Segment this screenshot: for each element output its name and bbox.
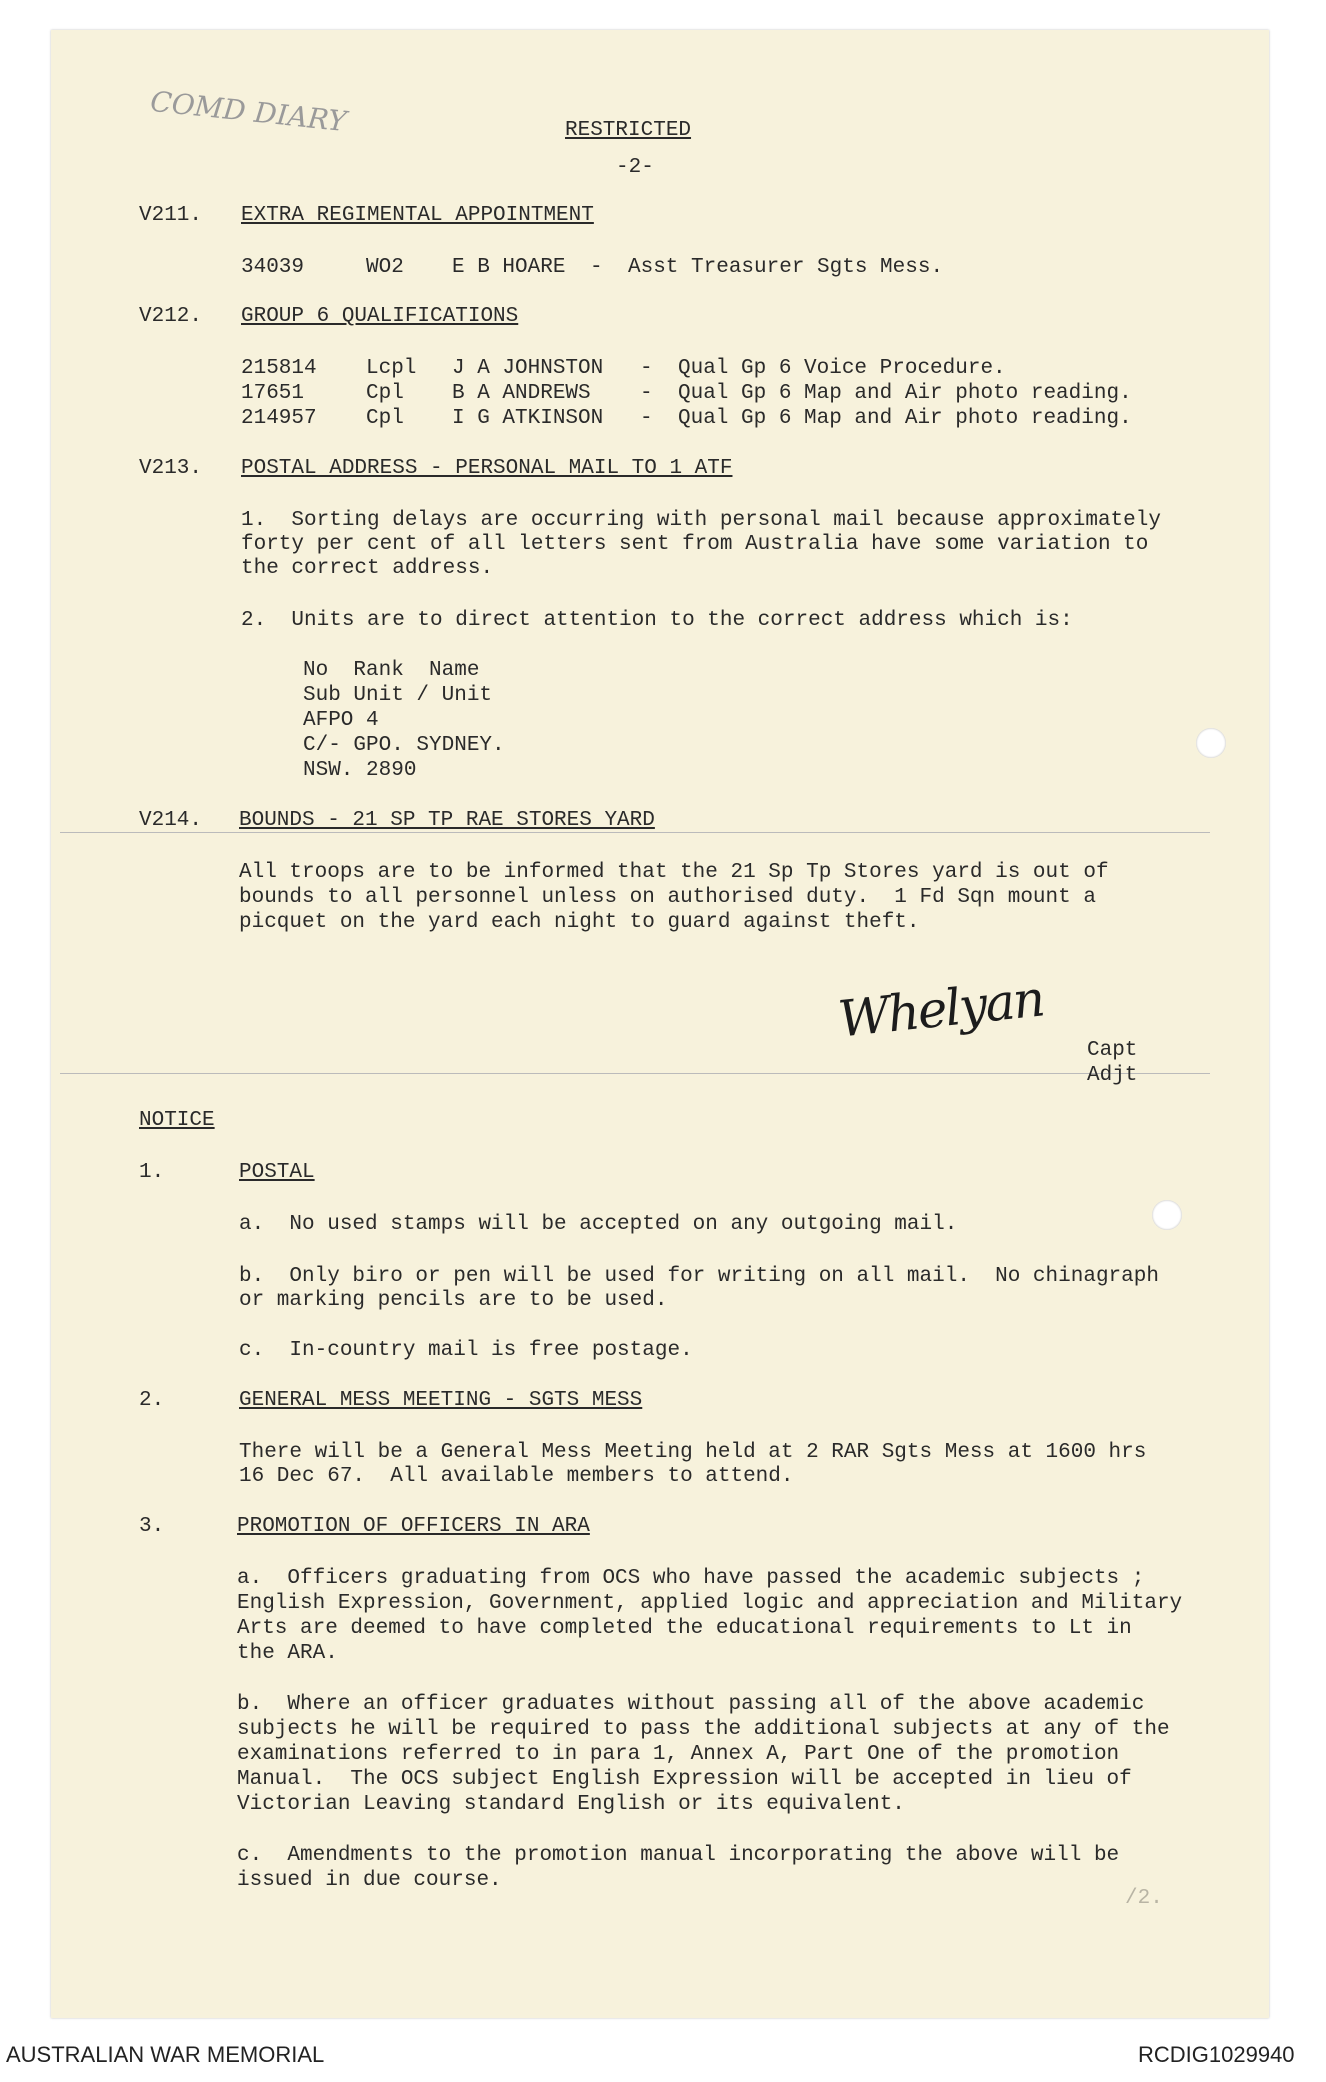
notice-item1-a: a. No used stamps will be accepted on any outgoing mail. <box>239 1213 958 1236</box>
v211-name: E B HOARE <box>452 256 566 279</box>
notice-item3-number: 3. <box>139 1515 165 1538</box>
v213-number: V213. <box>139 457 203 480</box>
address-line: No Rank Name <box>303 659 480 682</box>
v213-para1-line: the correct address. <box>241 557 494 580</box>
v213-para2: 2. Units are to direct attention to the correct address which is: <box>241 609 1073 632</box>
address-line: NSW. 2890 <box>303 759 417 782</box>
v213-title: POSTAL ADDRESS - PERSONAL MAIL TO 1 ATF <box>241 457 733 480</box>
notice-item1-b-line: b. Only biro or pen will be used for writing on all mail. No chinagraph <box>239 1265 1159 1288</box>
signature-appointment: Adjt <box>1087 1064 1138 1087</box>
punch-hole-lower <box>1152 1200 1182 1230</box>
footer-left: AUSTRALIAN WAR MEMORIAL <box>6 2042 325 2067</box>
address-line: Sub Unit / Unit <box>303 684 493 707</box>
v212-row-dash: - <box>640 382 653 405</box>
page-end-marker: /2. <box>1125 1887 1163 1910</box>
notice-item3-b-line: subjects he will be required to pass the additional subjects at any of the <box>237 1718 1170 1741</box>
notice-item2-title: GENERAL MESS MEETING - SGTS MESS <box>239 1389 643 1412</box>
notice-item3-a-line: English Expression, Government, applied logic and appreciation and Military <box>237 1592 1183 1615</box>
v212-title: GROUP 6 QUALIFICATIONS <box>241 305 519 328</box>
notice-item1-b-line: or marking pencils are to be used. <box>239 1289 668 1312</box>
notice-item2-line: 16 Dec 67. All available members to attend. <box>239 1465 794 1488</box>
v211-number: V211. <box>139 204 203 227</box>
v214-title: BOUNDS - 21 SP TP RAE STORES YARD <box>239 809 655 832</box>
v212-row-detail: Qual Gp 6 Map and Air photo reading. <box>678 382 1132 405</box>
handwritten-note: COMD DIARY <box>148 84 349 139</box>
notice-heading: NOTICE <box>139 1109 215 1132</box>
v211-dash: - <box>590 256 603 279</box>
v211-rank: WO2 <box>366 256 404 279</box>
v214-line: picquet on the yard each night to guard against theft. <box>239 911 920 934</box>
page-number: -2- <box>616 156 654 179</box>
notice-item2-number: 2. <box>139 1389 165 1412</box>
v212-row-name: B A ANDREWS <box>452 382 591 405</box>
v212-row-name: I G ATKINSON <box>452 407 604 430</box>
v212-row-no: 214957 <box>241 407 317 430</box>
v212-row-detail: Qual Gp 6 Voice Procedure. <box>678 357 1006 380</box>
v212-row-rank: Cpl <box>366 407 404 430</box>
notice-item3-title: PROMOTION OF OFFICERS IN ARA <box>237 1515 590 1538</box>
notice-item3-c-line: c. Amendments to the promotion manual incorporating the above will be <box>237 1844 1120 1867</box>
v212-row-no: 17651 <box>241 382 305 405</box>
footer-right: RCDIG1029940 <box>1138 2042 1295 2067</box>
v212-row-dash: - <box>640 407 653 430</box>
v212-row-rank: Cpl <box>366 382 404 405</box>
v213-para1-line: forty per cent of all letters sent from Australia have some variation to <box>241 533 1149 556</box>
v214-line: bounds to all personnel unless on authorised duty. 1 Fd Sqn mount a <box>239 886 1096 909</box>
notice-item3-b-line: Victorian Leaving standard English or its equivalent. <box>237 1793 905 1816</box>
notice-item3-a-line: Arts are deemed to have completed the educational requirements to Lt in <box>237 1617 1132 1640</box>
v212-row-no: 215814 <box>241 357 317 380</box>
v212-row-name: J A JOHNSTON <box>452 357 604 380</box>
v213-para1-line: 1. Sorting delays are occurring with personal mail because approximately <box>241 509 1161 532</box>
notice-item3-c-line: issued in due course. <box>237 1869 502 1892</box>
v214-line: All troops are to be informed that the 21 Sp Tp Stores yard is out of <box>239 861 1109 884</box>
signature: Whelyan <box>835 969 1046 1049</box>
v211-title: EXTRA REGIMENTAL APPOINTMENT <box>241 204 594 227</box>
v212-row-dash: - <box>640 357 653 380</box>
notice-item3-a-line: the ARA. <box>237 1642 338 1665</box>
address-line: AFPO 4 <box>303 709 379 732</box>
v211-detail: Asst Treasurer Sgts Mess. <box>628 256 944 279</box>
notice-item3-b-line: Manual. The OCS subject English Expression will be accepted in lieu of <box>237 1768 1132 1791</box>
v211-no: 34039 <box>241 256 305 279</box>
signature-rank: Capt <box>1087 1039 1138 1062</box>
notice-item3-a-line: a. Officers graduating from OCS who have passed the academic subjects ; <box>237 1567 1145 1590</box>
notice-item3-b-line: examinations referred to in para 1, Annex A, Part One of the promotion <box>237 1743 1120 1766</box>
v212-row-detail: Qual Gp 6 Map and Air photo reading. <box>678 407 1132 430</box>
v212-number: V212. <box>139 305 203 328</box>
address-line: C/- GPO. SYDNEY. <box>303 734 505 757</box>
punch-hole-upper <box>1196 728 1226 758</box>
notice-item1-number: 1. <box>139 1161 165 1184</box>
v214-number: V214. <box>139 809 203 832</box>
notice-item3-b-line: b. Where an officer graduates without passing all of the above academic <box>237 1693 1145 1716</box>
notice-item2-line: There will be a General Mess Meeting held at 2 RAR Sgts Mess at 1600 hrs <box>239 1441 1147 1464</box>
notice-item1-c: c. In-country mail is free postage. <box>239 1339 693 1362</box>
notice-item1-title: POSTAL <box>239 1161 315 1184</box>
classification-heading: RESTRICTED <box>565 119 692 142</box>
v212-row-rank: Lcpl <box>366 357 417 380</box>
faint-rule <box>60 1073 1210 1074</box>
